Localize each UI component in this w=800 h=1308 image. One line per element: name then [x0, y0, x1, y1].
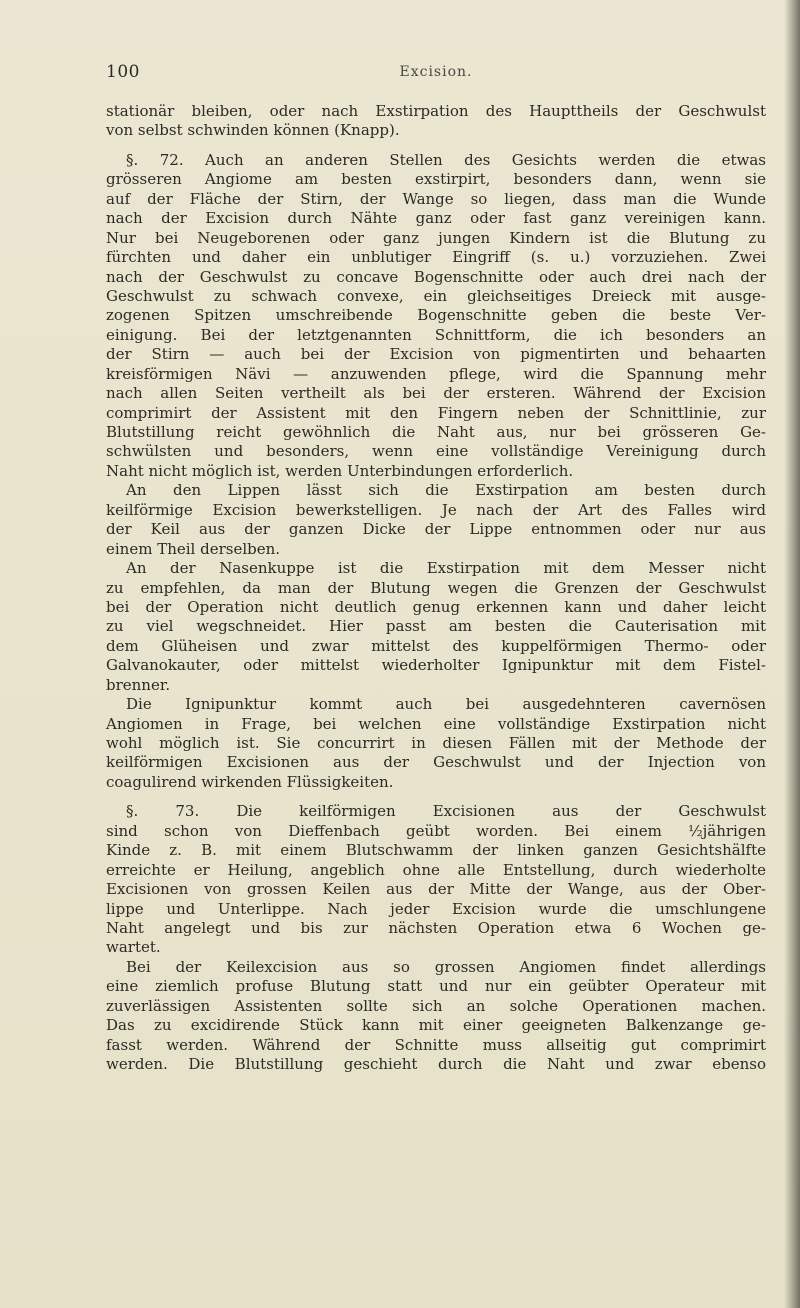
text-line: dem Glüheisen und zwar mittelst des kuppelförmigen Thermo- oder	[106, 636, 766, 655]
text-line: fürchten und daher ein unblutiger Eingriff (s. u.) vorzuziehen. Zwei	[106, 248, 766, 267]
text-line: nach der Excision durch Nähte ganz oder fast ganz vereinigen kann.	[106, 209, 766, 228]
text-line: Naht angelegt und bis zur nächsten Operation etwa 6 Wochen ge-	[106, 918, 766, 937]
text-line: Excisionen von grossen Keilen aus der Mitte der Wange, aus der Ober-	[106, 880, 766, 899]
text-line: Blutstillung reicht gewöhnlich die Naht aus, nur bei grösseren Ge-	[106, 423, 766, 441]
text-line: wartet.	[106, 938, 161, 957]
paragraph-start-line: Die Ignipunktur kommt auch bei ausgedehnteren cavernösen	[126, 695, 766, 714]
text-line: erreichte er Heilung, angeblich ohne alle Entstellung, durch wiederholte	[106, 860, 766, 879]
body-text	[106, 102, 766, 1074]
text-line: bei der Operation nicht deutlich genug erkennen kann und daher leicht	[106, 597, 766, 616]
text-line: Kinde z. B. mit einem Blutschwamm der linken ganzen Gesichtshälfte	[106, 841, 766, 860]
text-line: keilförmigen Excisionen aus der Geschwulst und der Injection von	[106, 753, 766, 772]
page-number: 100	[106, 62, 140, 82]
paragraph-start-line: An den Lippen lässt sich die Exstirpation am besten durch	[126, 481, 766, 500]
paragraph-start-line: §. 72. Auch an anderen Stellen des Gesichts werden die etwas	[126, 150, 766, 169]
text-line: einigung. Bei der letztgenannten Schnittform, die ich besonders an	[106, 325, 766, 344]
text-line: zu empfehlen, da man der Blutung wegen die Grenzen der Geschwulst	[106, 578, 766, 597]
text-line: comprimirt der Assistent mit den Fingern neben der Schnittlinie, zur	[106, 403, 766, 422]
paragraph-start-line: Bei der Keilexcision aus so grossen Angiomen findet allerdings	[126, 957, 766, 976]
text-line: der Stirn — auch bei der Excision von pigmentirten und behaarten	[106, 345, 766, 364]
text-line: grösseren Angiome am besten exstirpirt, besonders dann, wenn sie	[106, 170, 766, 189]
text-line: lippe und Unterlippe. Nach jeder Excision wurde die umschlungene	[106, 899, 766, 918]
text-line: fasst werden. Während der Schnitte muss allseitig gut comprimirt	[106, 1035, 766, 1054]
text-line: werden. Die Blutstillung geschieht durch die Naht und zwar ebenso	[106, 1055, 766, 1073]
paragraph-start-line: An der Nasenkuppe ist die Exstirpation mit dem Messer nicht	[126, 559, 766, 578]
text-line: Naht nicht möglich ist, werden Unterbindungen erforderlich.	[106, 461, 574, 480]
page-edge-shadow	[784, 0, 800, 1308]
page-header	[106, 62, 766, 86]
text-line: nach der Geschwulst zu concave Bogenschnitte oder auch drei nach der	[106, 267, 766, 286]
text-line: sind schon von Dieffenbach geübt worden. Bei einem ½jährigen	[106, 821, 766, 840]
text-line: zuverlässigen Assistenten sollte sich an solche Operationen machen.	[106, 996, 766, 1015]
text-line: von selbst schwinden können (Knapp).	[106, 121, 400, 140]
text-line: keilförmige Excision bewerkstelligen. Je nach der Art des Falles wird	[106, 500, 766, 519]
running-title: Excision.	[399, 64, 473, 80]
paragraph-start-line: §. 73. Die keilförmigen Excisionen aus der Geschwulst	[126, 802, 766, 821]
text-line: Nur bei Neugeborenen oder ganz jungen Kindern ist die Blutung zu	[106, 228, 766, 247]
text-line: Galvanokauter, oder mittelst wiederholter Ignipunktur mit dem Fistel-	[106, 656, 766, 675]
text-line: zogenen Spitzen umschreibende Bogenschnitte geben die beste Ver-	[106, 306, 766, 325]
text-line: auf der Fläche der Stirn, der Wange so liegen, dass man die Wunde	[106, 189, 766, 208]
text-line: coagulirend wirkenden Flüssigkeiten.	[106, 772, 394, 791]
text-line: Das zu excidirende Stück kann mit einer geeigneten Balkenzange ge-	[106, 1016, 766, 1035]
text-line: nach allen Seiten vertheilt als bei der ersteren. Während der Excision	[106, 384, 766, 403]
text-line: kreisförmigen Nävi — anzuwenden pflege, wird die Spannung mehr	[106, 364, 766, 383]
text-line: stationär bleiben, oder nach Exstirpation des Haupttheils der Geschwulst	[106, 102, 766, 120]
text-line: der Keil aus der ganzen Dicke der Lippe entnommen oder nur aus	[106, 520, 766, 539]
text-line: eine ziemlich profuse Blutung statt und nur ein geübter Operateur mit	[106, 977, 766, 996]
text-line: schwülsten und besonders, wenn eine vollständige Vereinigung durch	[106, 442, 766, 461]
text-line: Geschwulst zu schwach convexe, ein gleichseitiges Dreieck mit ausge-	[106, 286, 766, 305]
text-line: wohl möglich ist. Sie concurrirt in diesen Fällen mit der Methode der	[106, 734, 766, 752]
text-line: einem Theil derselben.	[106, 539, 281, 558]
text-line: brenner.	[106, 675, 171, 694]
text-line: zu viel wegschneidet. Hier passt am besten die Cauterisation mit	[106, 617, 766, 636]
text-line: Angiomen in Frage, bei welchen eine vollständige Exstirpation nicht	[106, 714, 766, 733]
